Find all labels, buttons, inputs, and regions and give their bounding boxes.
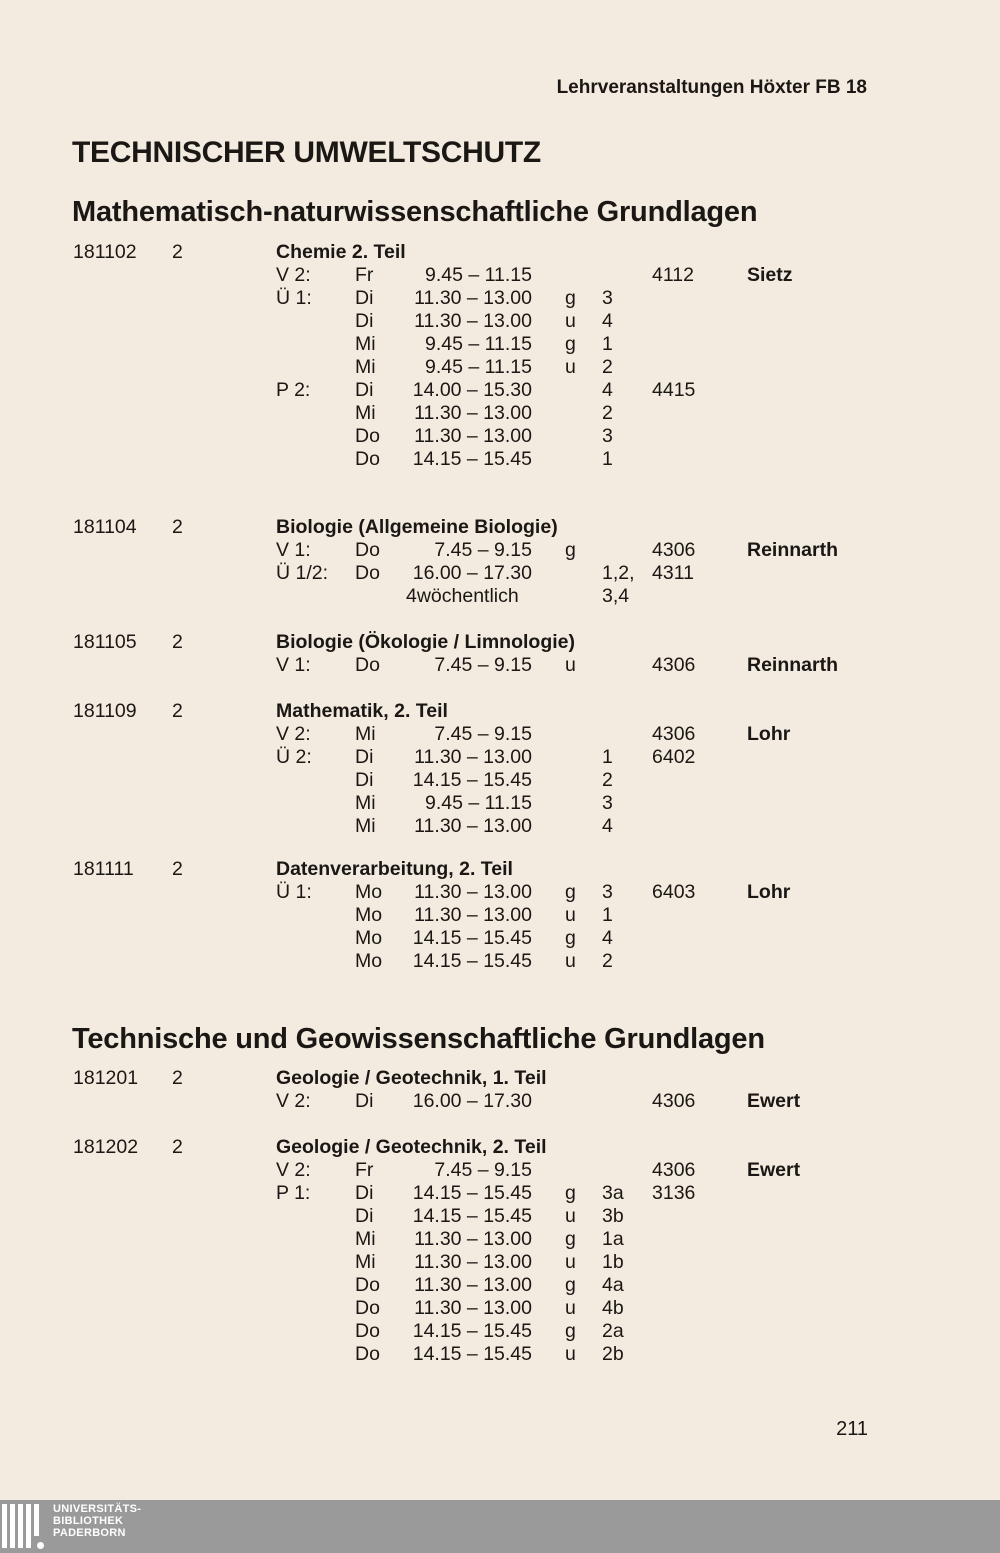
course-time: 11.30 – 13.00 — [414, 1251, 532, 1273]
course-day: Do — [355, 562, 380, 584]
course-day: Mi — [355, 1228, 376, 1250]
schedule-row — [0, 425, 1000, 448]
course-day: Mi — [355, 1251, 376, 1273]
course-sws: 2 — [172, 1067, 183, 1089]
course-entry — [0, 700, 1000, 838]
course-time: 11.30 – 13.00 — [414, 402, 532, 424]
course-group: g — [565, 927, 576, 949]
course-lecturer: Ewert — [747, 1159, 801, 1181]
course-subgroup: 3,4 — [602, 585, 630, 607]
schedule-row — [0, 746, 1000, 769]
course-number: 181105 — [73, 631, 137, 653]
schedule-row — [0, 402, 1000, 425]
course-subgroup: 4 — [602, 310, 613, 332]
course-entry — [0, 1136, 1000, 1366]
course-sws: 2 — [172, 241, 183, 263]
course-subgroup: 1a — [602, 1228, 624, 1250]
course-time: 11.30 – 13.00 — [414, 1297, 532, 1319]
course-room: 4306 — [652, 1159, 696, 1181]
course-time: 11.30 – 13.00 — [414, 904, 532, 926]
course-time: 16.00 – 17.30 — [412, 562, 532, 584]
course-type: Ü 1/2: — [276, 562, 329, 584]
course-subgroup: 2 — [602, 769, 613, 791]
course-header-row — [0, 241, 1000, 264]
course-time: 7.45 – 9.15 — [434, 723, 532, 745]
course-time: 11.30 – 13.00 — [414, 815, 532, 837]
schedule-row — [0, 562, 1000, 585]
course-day: Mo — [355, 927, 383, 949]
course-group: g — [565, 1320, 576, 1342]
course-time: 14.15 – 15.45 — [412, 927, 532, 949]
course-day: Fr — [355, 264, 374, 286]
course-time: 14.15 – 15.45 — [412, 1320, 532, 1342]
course-subgroup: 3b — [602, 1205, 624, 1227]
course-group: u — [565, 1205, 576, 1227]
course-title: Geologie / Geotechnik, 1. Teil — [276, 1067, 547, 1089]
course-time: 11.30 – 13.00 — [414, 310, 532, 332]
course-type: P 2: — [276, 379, 311, 401]
course-group: g — [565, 1228, 576, 1250]
course-entry — [0, 631, 1000, 677]
course-number: 181102 — [73, 241, 137, 263]
course-day: Di — [355, 287, 374, 309]
course-subgroup: 3 — [602, 881, 613, 903]
section-title: Technische und Geowissenschaftliche Grundlagen — [72, 1023, 765, 1055]
schedule-row — [0, 356, 1000, 379]
course-subgroup: 1 — [602, 448, 613, 470]
course-subgroup: 3a — [602, 1182, 624, 1204]
course-type: Ü 1: — [276, 881, 312, 903]
course-title: Geologie / Geotechnik, 2. Teil — [276, 1136, 547, 1158]
course-number: 181202 — [73, 1136, 139, 1158]
library-footer — [0, 1500, 1000, 1553]
course-lecturer: Ewert — [747, 1090, 801, 1112]
course-subgroup: 3 — [602, 425, 613, 447]
course-time: 16.00 – 17.30 — [412, 1090, 532, 1112]
course-type: P 1: — [276, 1182, 311, 1204]
course-type: V 2: — [276, 264, 311, 286]
course-day: Mi — [355, 815, 376, 837]
course-room: 4415 — [652, 379, 696, 401]
course-time: 11.30 – 13.00 — [414, 1228, 532, 1250]
course-number: 181109 — [73, 700, 137, 722]
course-subgroup: 2a — [602, 1320, 624, 1342]
course-header-row — [0, 516, 1000, 539]
schedule-row — [0, 333, 1000, 356]
course-header-row — [0, 1067, 1000, 1090]
course-day: Mi — [355, 356, 376, 378]
course-day: Do — [355, 448, 380, 470]
course-time: 7.45 – 9.15 — [434, 539, 532, 561]
course-room: 4306 — [652, 1090, 696, 1112]
course-day: Mi — [355, 723, 376, 745]
course-day: Mo — [355, 904, 383, 926]
page-number: 211 — [836, 1418, 868, 1440]
schedule-row — [0, 539, 1000, 562]
course-room: 6403 — [652, 881, 696, 903]
course-group: u — [565, 950, 576, 972]
schedule-row — [0, 1228, 1000, 1251]
course-title: Mathematik, 2. Teil — [276, 700, 448, 722]
schedule-row — [0, 1182, 1000, 1205]
schedule-row — [0, 654, 1000, 677]
course-type: V 1: — [276, 539, 311, 561]
schedule-row — [0, 815, 1000, 838]
course-group: g — [565, 287, 576, 309]
course-lecturer: Lohr — [747, 723, 791, 745]
course-day: Do — [355, 654, 380, 676]
course-type: V 2: — [276, 723, 311, 745]
schedule-row — [0, 379, 1000, 402]
course-subgroup: 1b — [602, 1251, 624, 1273]
course-subgroup: 4a — [602, 1274, 624, 1296]
course-subgroup: 4b — [602, 1297, 624, 1319]
main-title: TECHNISCHER UMWELTSCHUTZ — [72, 136, 541, 169]
course-time: 11.30 – 13.00 — [414, 746, 532, 768]
course-time: 14.15 – 15.45 — [412, 1343, 532, 1365]
course-time: 14.15 – 15.45 — [412, 1205, 532, 1227]
course-lecturer: Reinnarth — [747, 654, 839, 676]
course-day: Di — [355, 1205, 374, 1227]
course-time: 9.45 – 11.15 — [425, 356, 532, 378]
course-note: 4wöchentlich — [406, 585, 519, 607]
course-room: 3136 — [652, 1182, 696, 1204]
course-time: 9.45 – 11.15 — [425, 792, 532, 814]
course-group: g — [565, 1274, 576, 1296]
course-day: Di — [355, 746, 374, 768]
course-subgroup: 2b — [602, 1343, 624, 1365]
course-type: V 1: — [276, 654, 311, 676]
course-subgroup: 2 — [602, 402, 613, 424]
course-time: 9.45 – 11.15 — [425, 333, 532, 355]
course-day: Do — [355, 539, 380, 561]
course-day: Mi — [355, 402, 376, 424]
course-time: 14.15 – 15.45 — [412, 769, 532, 791]
schedule-row — [0, 723, 1000, 746]
course-group: g — [565, 1182, 576, 1204]
schedule-row — [0, 287, 1000, 310]
schedule-row — [0, 448, 1000, 471]
course-entry — [0, 1067, 1000, 1113]
course-subgroup: 3 — [602, 287, 613, 309]
course-entry — [0, 516, 1000, 608]
course-group: g — [565, 881, 576, 903]
course-title: Datenverarbeitung, 2. Teil — [276, 858, 513, 880]
course-subgroup: 2 — [602, 950, 613, 972]
course-room: 4306 — [652, 723, 696, 745]
course-time: 11.30 – 13.00 — [414, 425, 532, 447]
course-lecturer: Sietz — [747, 264, 793, 286]
course-time: 11.30 – 13.00 — [414, 287, 532, 309]
course-room: 4311 — [652, 562, 694, 584]
section-title: Mathematisch-naturwissenschaftliche Grundlagen — [72, 196, 758, 228]
course-room: 6402 — [652, 746, 696, 768]
course-day: Di — [355, 379, 374, 401]
course-sws: 2 — [172, 516, 183, 538]
course-day: Do — [355, 1297, 380, 1319]
course-header-row — [0, 1136, 1000, 1159]
course-header-row — [0, 858, 1000, 881]
library-name: UNIVERSITÄTS- BIBLIOTHEK PADERBORN — [53, 1503, 142, 1539]
course-time: 14.15 – 15.45 — [412, 1182, 532, 1204]
schedule-row — [0, 1343, 1000, 1366]
course-type: V 2: — [276, 1159, 311, 1181]
course-time: 14.15 – 15.45 — [412, 448, 532, 470]
schedule-row — [0, 585, 1000, 608]
course-time: 7.45 – 9.15 — [434, 1159, 532, 1181]
schedule-row — [0, 1251, 1000, 1274]
course-group: u — [565, 1297, 576, 1319]
course-title: Biologie (Ökologie / Limnologie) — [276, 631, 575, 653]
course-time: 11.30 – 13.00 — [414, 881, 532, 903]
course-header-row — [0, 631, 1000, 654]
schedule-row — [0, 1274, 1000, 1297]
course-entry — [0, 858, 1000, 973]
course-subgroup: 4 — [602, 379, 613, 401]
schedule-row — [0, 264, 1000, 287]
course-number: 181104 — [73, 516, 137, 538]
course-day: Di — [355, 1090, 374, 1112]
course-type: V 2: — [276, 1090, 311, 1112]
course-day: Di — [355, 1182, 374, 1204]
course-room: 4306 — [652, 654, 696, 676]
course-header-row — [0, 700, 1000, 723]
schedule-row — [0, 1297, 1000, 1320]
course-time: 11.30 – 13.00 — [414, 1274, 532, 1296]
schedule-row — [0, 1159, 1000, 1182]
course-room: 4112 — [652, 264, 694, 286]
course-group: u — [565, 1343, 576, 1365]
course-entry — [0, 241, 1000, 471]
course-day: Fr — [355, 1159, 374, 1181]
course-subgroup: 1 — [602, 904, 613, 926]
schedule-row — [0, 904, 1000, 927]
course-day: Do — [355, 425, 380, 447]
course-time: 14.15 – 15.45 — [412, 950, 532, 972]
course-group: u — [565, 356, 576, 378]
library-logo-icon — [0, 1504, 48, 1548]
course-sws: 2 — [172, 700, 183, 722]
schedule-row — [0, 1205, 1000, 1228]
course-subgroup: 1 — [602, 333, 613, 355]
schedule-row — [0, 927, 1000, 950]
course-room: 4306 — [652, 539, 696, 561]
course-title: Chemie 2. Teil — [276, 241, 406, 263]
course-group: g — [565, 539, 576, 561]
course-day: Di — [355, 310, 374, 332]
course-title: Biologie (Allgemeine Biologie) — [276, 516, 558, 538]
course-sws: 2 — [172, 858, 183, 880]
course-subgroup: 1 — [602, 746, 613, 768]
course-time: 14.00 – 15.30 — [412, 379, 532, 401]
course-subgroup: 4 — [602, 815, 613, 837]
course-sws: 2 — [172, 1136, 183, 1158]
course-day: Do — [355, 1343, 380, 1365]
course-sws: 2 — [172, 631, 183, 653]
course-group: g — [565, 333, 576, 355]
course-group: u — [565, 310, 576, 332]
course-number: 181111 — [73, 858, 134, 880]
running-header: Lehrveranstaltungen Höxter FB 18 — [556, 77, 867, 98]
course-group: u — [565, 1251, 576, 1273]
course-group: u — [565, 654, 576, 676]
schedule-row — [0, 881, 1000, 904]
schedule-row — [0, 769, 1000, 792]
course-lecturer: Lohr — [747, 881, 791, 903]
course-subgroup: 1,2, — [602, 562, 635, 584]
course-group: u — [565, 904, 576, 926]
schedule-row — [0, 1090, 1000, 1113]
course-day: Do — [355, 1320, 380, 1342]
course-number: 181201 — [73, 1067, 139, 1089]
schedule-row — [0, 792, 1000, 815]
schedule-row — [0, 1320, 1000, 1343]
course-day: Di — [355, 769, 374, 791]
course-type: Ü 2: — [276, 746, 312, 768]
course-type: Ü 1: — [276, 287, 312, 309]
course-day: Mo — [355, 950, 383, 972]
course-time: 9.45 – 11.15 — [425, 264, 532, 286]
course-time: 7.45 – 9.15 — [434, 654, 532, 676]
course-subgroup: 2 — [602, 356, 613, 378]
course-day: Mo — [355, 881, 383, 903]
schedule-row — [0, 310, 1000, 333]
course-lecturer: Reinnarth — [747, 539, 839, 561]
course-subgroup: 4 — [602, 927, 613, 949]
schedule-row — [0, 950, 1000, 973]
course-subgroup: 3 — [602, 792, 613, 814]
course-day: Do — [355, 1274, 380, 1296]
course-day: Mi — [355, 333, 376, 355]
course-day: Mi — [355, 792, 376, 814]
